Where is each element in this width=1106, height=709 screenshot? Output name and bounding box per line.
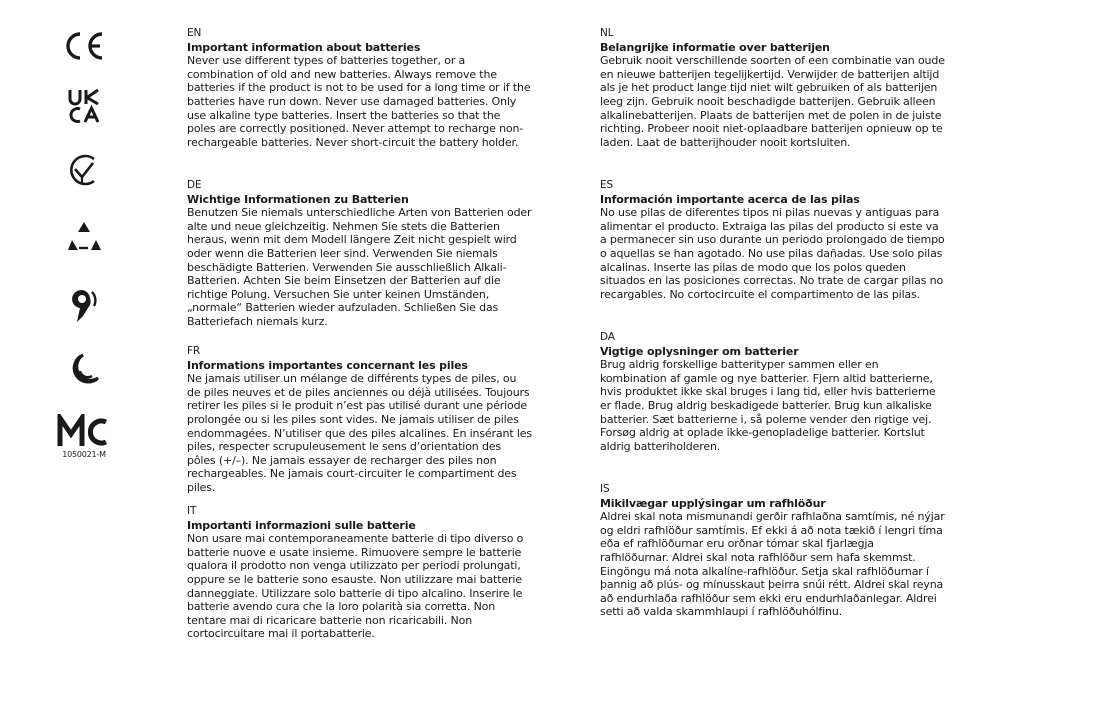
section-body: Aldrei skal nota mismunandi gerðir rafhlaðna samtímis, né nýjar og eldri rafhlöður samtímis. Ef ekki á að nota tækið í lengri tíma eða ef rafhlöðurnar eru orðnar tómar skal fjarlægja rafhlöðurnar. Aldrei skal nota rafhlöður sem hafa skemmst. Eingöngu má nota alkalíne-rafhlöður. Setja skal rafhlöðurnar í þannig að plús- og mínusskaut þeirra snúi rétt. Aldrei skal reyna að endurhlaða rafhlöður sem ekki eru endurhlaðanlegar. Aldrei setti að valda skammhlaupi í rafhlöðuhólfinu. — [600, 510, 945, 619]
section-heading: Wichtige Informationen zu Batterien — [187, 192, 409, 206]
section-body: Ne jamais utiliser un mélange de différents types de piles, ou de piles neuves et de piles anciennes ou déjà utilisées. Toujours retirer les piles si le produit n’est pas utilisé durant une période prolongée ou si les piles sont vides. Ne jamais utiliser de piles endommagées. N’utiliser que des piles alcalines. En insérant les piles, respecter scrupuleusement le sens d’orientation des pôles (+/–). Ne jamais essayer de recharger des piles non rechargeables. Ne jamais court-circuiter le compartiment des piles. — [187, 372, 532, 494]
language-code: IT — [187, 505, 197, 517]
section-is — [600, 483, 945, 619]
triangle-recycle-icon — [56, 220, 112, 254]
certification-code: 1050021-M — [62, 450, 106, 459]
section-de — [187, 179, 532, 329]
language-code: FR — [187, 345, 201, 357]
language-code: NL — [600, 27, 614, 39]
section-body: Benutzen Sie niemals unterschiedliche Arten von Batterien oder alte und neue gleichzeitig. Nehmen Sie stets die Batterien heraus, wenn mit dem Modell längere Zeit nicht gespielt wird oder wenn die Batterien leer sind. Verwenden Sie niemals beschädigte Batterien. Verwenden Sie ausschließlich Alkali-Batterien. Achten Sie beim Einsetzen der Batterien auf die richtige Polung. Versuchen Sie unter keinen Umständen, „normale“ Batterien wieder aufzuladen. Schließen Sie das Batteriefach niemals kurz. — [187, 206, 532, 328]
ukca-mark-icon — [56, 88, 112, 124]
section-en — [187, 27, 532, 149]
language-code: EN — [187, 27, 202, 39]
language-code: DA — [600, 331, 615, 343]
section-heading: Información importante acerca de las pilas — [600, 192, 860, 206]
language-code: DE — [187, 179, 202, 191]
section-it — [187, 505, 532, 641]
mc-mark-icon — [56, 414, 112, 448]
section-body: Non usare mai contemporaneamente batterie di tipo diverso o batterie nuove e usate insieme. Rimuovere sempre le batterie qualora il prodotto non venga utilizzato per periodi prolungati, oppure se le batterie sono esauste. Non utilizzare mai batterie danneggiate. Utilizzare solo batterie di tipo alcalino. Inserire le batterie avendo cura che la loro polarità sia corretta. Non tentare mai di ricaricare batterie non ricaricabili. Non cortocircuitare mai il portabatterie. — [187, 532, 524, 641]
ear-mark-icon — [56, 284, 112, 324]
section-fr — [187, 345, 532, 495]
moon-mark-icon — [56, 352, 112, 388]
section-body: No use pilas de diferentes tipos ni pilas nuevas y antiguas para alimentar el producto. Extraiga las pilas del producto si este va a permanecer sin uso durante un periodo prolongado de tiempo o aquellas se han agotado. No use pilas dañadas. Use solo pilas alcalinas. Inserte las pilas de modo que los polos queden situados en las posiciones correctas. No trate de cargar pilas no recargables. No cortocircuite el compartimento de las pilas. — [600, 206, 945, 301]
section-heading: Vigtige oplysninger om batterier — [600, 344, 799, 358]
language-code: ES — [600, 179, 613, 191]
ce-mark-icon — [56, 30, 112, 62]
section-nl — [600, 27, 945, 149]
section-body: Gebruik nooit verschillende soorten of een combinatie van oude en nieuwe batterijen tegelijkertijd. Verwijder de batterijen altijd als je het product lange tijd niet wilt gebruiken of als batterijen leeg zijn. Gebruik nooit beschadigde batterijen. Gebruik alleen alkalinebatterijen. Plaats de batterijen met de polen in de juiste richting. Probeer nooit niet-oplaadbare batterijen opnieuw op te laden. Laat de batterijhouder nooit kortsluiten. — [600, 54, 945, 149]
section-body: Brug aldrig forskellige batterityper sammen eller en kombination af gamle og nye batterier. Fjern altid batterierne, hvis produktet ikke skal bruges i lang tid, eller hvis batterierne er flade. Brug aldrig beskadigede batterier. Brug kun alkaliske batterier. Sæt batterierne i, så polerne vender den rigtige vej. Forsøg aldrig at oplade ikke-genopladelige batterier. Kortslut aldrig batteriholderen. — [600, 358, 936, 453]
section-body: Never use different types of batteries together, or a combination of old and new batteries. Always remove the batteries if the product is not to be used for a long time or if the batteries have run down. Never use damaged batteries. Only use alkaline type batteries. Insert the batteries so that the poles are correctly positioned. Never attempt to recharge non-rechargeable batteries. Never short-circuit the battery holder. — [187, 54, 531, 149]
ukr-mark-icon — [56, 152, 112, 188]
section-heading: Importanti informazioni sulle batterie — [187, 518, 416, 532]
section-heading: Belangrijke informatie over batterijen — [600, 40, 830, 54]
language-code: IS — [600, 483, 610, 495]
section-heading: Important information about batteries — [187, 40, 421, 54]
section-da — [600, 331, 945, 453]
section-es — [600, 179, 945, 301]
section-heading: Informations importantes concernant les piles — [187, 358, 468, 372]
section-heading: Mikilvægar upplýsingar um rafhlöður — [600, 496, 826, 510]
